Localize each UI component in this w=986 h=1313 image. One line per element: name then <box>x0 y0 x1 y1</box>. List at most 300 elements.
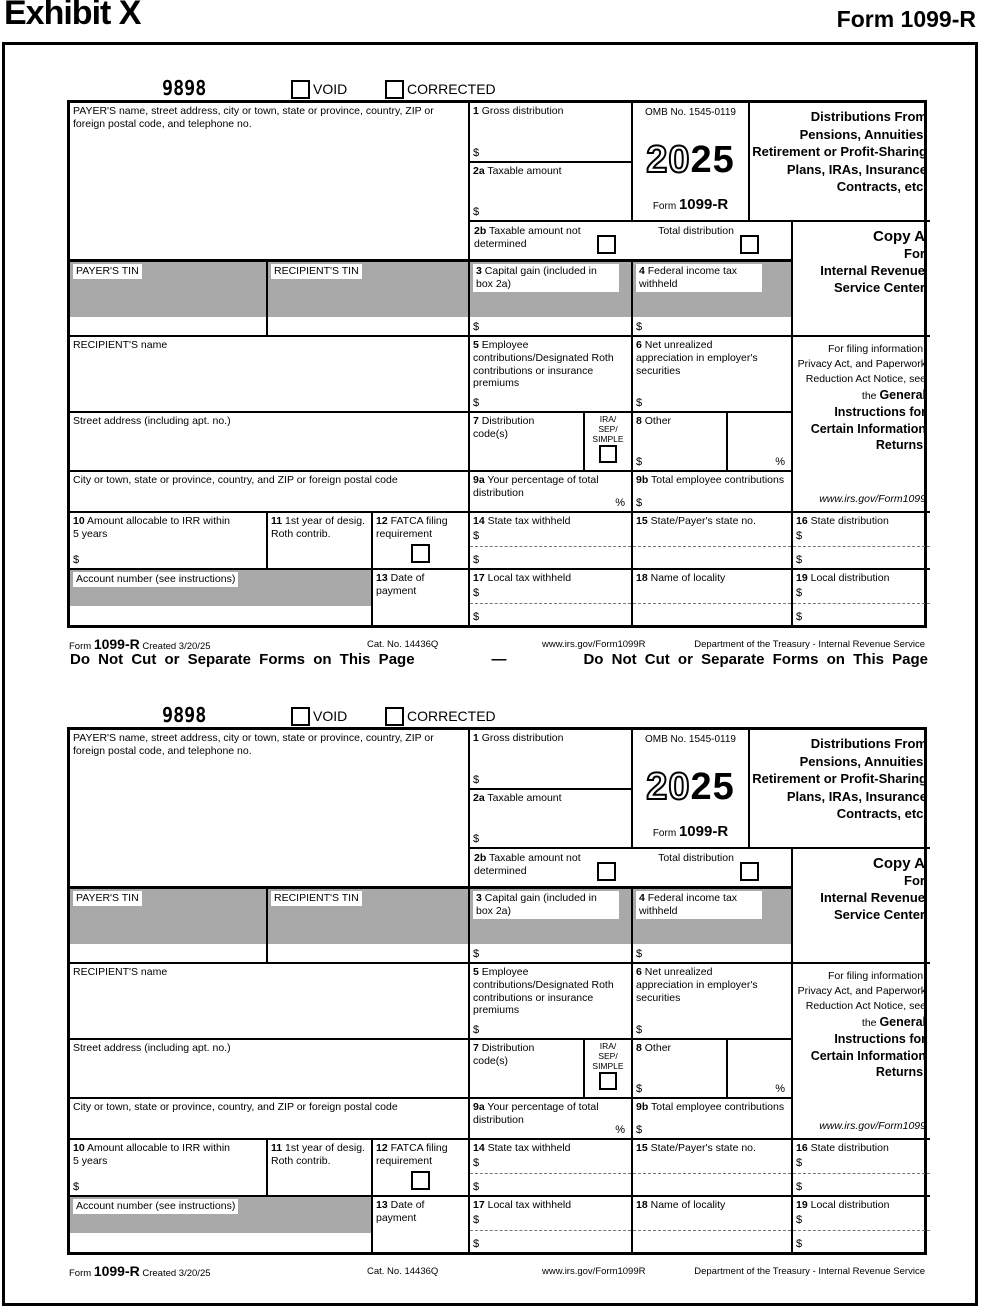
box-16-dollar-sign-1: $ <box>796 530 803 542</box>
year-outline-digits: 20 <box>646 766 691 809</box>
box-9b-dollar-sign: $ <box>636 1123 643 1136</box>
city-address-box[interactable] <box>70 1099 470 1140</box>
tax-year <box>633 139 748 182</box>
box-18-label: Name of locality <box>650 572 726 584</box>
box-5-number: 5 <box>473 339 479 351</box>
box-2a-label: Taxable amount <box>487 792 562 804</box>
recipient-name-label: RECIPIENT'S name <box>73 339 168 351</box>
box-15-state-payer-number[interactable] <box>633 1140 793 1197</box>
box-9a-label: Your percentage of total distribution <box>473 474 599 499</box>
box-4-label: Federal income tax withheld <box>639 892 738 917</box>
box-11-first-year-roth[interactable] <box>268 1140 373 1197</box>
do-not-cut-text-right: Do Not Cut or Separate Forms on This Page <box>583 651 928 668</box>
recipient-tin-label: RECIPIENT'S TIN <box>271 891 362 906</box>
box-9a-percentage-distribution[interactable] <box>470 1099 633 1140</box>
box-14-dollar-sign-1: $ <box>473 1157 480 1169</box>
omb-year-box <box>633 730 750 849</box>
ira-sep-simple-checkbox[interactable] <box>599 1072 617 1090</box>
box-10-amount-allocable-irr[interactable] <box>70 1140 268 1197</box>
box-3-capital-gain[interactable] <box>470 262 633 337</box>
box-13-label: Date of payment <box>376 1199 425 1224</box>
footer-treasury-dept: Department of the Treasury - Internal Revenue Service <box>694 639 925 650</box>
footer-treasury-dept: Department of the Treasury - Internal Revenue Service <box>694 1266 925 1277</box>
box-8-percent-sign: % <box>775 455 785 468</box>
box-4-number: 4 <box>639 265 645 277</box>
copy-a-for: For <box>904 873 925 889</box>
form-main-title <box>750 730 930 849</box>
filing-url: www.irs.gov/Form1099 <box>819 1120 926 1133</box>
box-8-label: Other <box>644 415 672 427</box>
form-1099r-body <box>67 727 927 1255</box>
box-4-federal-tax-withheld[interactable] <box>633 262 793 337</box>
box-3-label: Capital gain (included in box 2a) <box>476 892 597 917</box>
box-9a-percentage-distribution[interactable] <box>470 472 633 513</box>
box-10-amount-allocable-irr[interactable] <box>70 513 268 570</box>
box-6-dollar-sign: $ <box>636 396 643 409</box>
box-2a-dollar-sign: $ <box>473 205 480 218</box>
box-3-capital-gain[interactable] <box>470 889 633 964</box>
box-11-number: 11 <box>271 1142 283 1154</box>
box-10-number: 10 <box>73 1142 85 1154</box>
copy-a-title: Copy A <box>873 228 925 245</box>
box-5-dollar-sign: $ <box>473 396 480 409</box>
box-7-label: Distribution code(s) <box>473 1042 535 1067</box>
box-19-label: Local distribution <box>810 572 890 584</box>
box-4-number: 4 <box>639 892 645 904</box>
box-13-number: 13 <box>376 1199 388 1211</box>
street-address-box[interactable] <box>70 1040 470 1099</box>
ira-label-line3: SIMPLE <box>592 1060 624 1071</box>
box-15-dashed-line <box>633 546 791 547</box>
corrected-checkbox[interactable] <box>385 707 404 726</box>
ira-label-line1: IRA/ <box>599 414 617 424</box>
box-14-number: 14 <box>473 1142 485 1154</box>
box-10-dollar-sign: $ <box>73 553 80 566</box>
main-title-text: Distributions From Pensions, Annuities, Retirement or Profit-Sharing Plans, IRAs, Insurance Contracts, etc. <box>752 736 927 822</box>
total-distribution-checkbox[interactable] <box>740 235 759 254</box>
page-form-title: Form 1099-R <box>836 6 976 32</box>
main-title-text: Distributions From Pensions, Annuities, Retirement or Profit-Sharing Plans, IRAs, Insurance Contracts, etc. <box>752 109 927 195</box>
recipient-tin-box[interactable] <box>268 889 470 964</box>
do-not-cut-line <box>70 651 928 668</box>
box-18-name-of-locality[interactable] <box>633 1197 793 1252</box>
box-17-number: 17 <box>473 1199 485 1211</box>
box-2a-number: 2a <box>473 792 485 804</box>
form-word: Form <box>652 200 677 212</box>
box-14-dashed-line <box>470 1173 631 1174</box>
year-outline-digits: 20 <box>646 139 691 182</box>
box-8-dollar-sign: $ <box>636 455 643 468</box>
filing-info-box <box>793 337 930 513</box>
box-18-number: 18 <box>636 1199 648 1211</box>
do-not-cut-text-left: Do Not Cut or Separate Forms on This Page <box>70 651 415 668</box>
recipient-tin-box[interactable] <box>268 262 470 337</box>
box-3-label: Capital gain (included in box 2a) <box>476 265 597 290</box>
box-1-number: 1 <box>473 732 479 744</box>
year-bold-digits: 25 <box>690 766 735 809</box>
box-18-number: 18 <box>636 572 648 584</box>
footer-created-date: Created 3/20/25 <box>142 641 211 652</box>
box-10-number: 10 <box>73 515 85 527</box>
box-17-dashed-line <box>470 1230 631 1231</box>
box-3-dollar-sign: $ <box>473 320 480 333</box>
box-9a-percent-sign: % <box>615 496 625 509</box>
box-14-label: State tax withheld <box>487 1142 571 1154</box>
box-12-fatca[interactable] <box>373 513 470 570</box>
form-word: Form <box>652 827 677 839</box>
box-3-number: 3 <box>476 265 482 277</box>
box-10-label: Amount allocable to IRR within 5 years <box>73 515 231 540</box>
box-17-dollar-sign-1: $ <box>473 1214 480 1226</box>
payer-tin-box[interactable] <box>70 262 268 337</box>
box-16-label: State distribution <box>810 1142 889 1154</box>
box-9b-number: 9b <box>636 1101 649 1113</box>
box-16-dashed-line <box>793 1173 930 1174</box>
box-9a-number: 9a <box>473 474 485 486</box>
box-8-divider <box>726 1040 728 1097</box>
form-number-block <box>633 196 748 214</box>
box-8-other[interactable] <box>633 413 793 472</box>
box-14-state-tax-withheld[interactable] <box>470 1140 633 1197</box>
box-15-label: State/Payer's state no. <box>650 515 756 527</box>
box-19-dollar-sign-2: $ <box>796 610 803 623</box>
copy-a-box <box>793 849 930 964</box>
omb-number: OMB No. 1545-0119 <box>645 107 736 118</box>
box-9b-total-employee-contributions[interactable] <box>633 1099 793 1140</box>
box-15-dashed-line <box>633 1173 791 1174</box>
box-13-label: Date of payment <box>376 572 425 597</box>
box-17-label: Local tax withheld <box>487 572 572 584</box>
box-2a-label: Taxable amount <box>487 165 562 177</box>
box-14-number: 14 <box>473 515 485 527</box>
taxable-not-determined-checkbox[interactable] <box>597 862 616 881</box>
box-8-number: 8 <box>636 415 642 427</box>
box-9b-label: Total employee contributions <box>651 1101 785 1113</box>
tax-year <box>633 766 748 809</box>
box-17-label: Local tax withheld <box>487 1199 572 1211</box>
recipient-name-label: RECIPIENT'S name <box>73 966 168 978</box>
box-2a-number: 2a <box>473 165 485 177</box>
box-16-number: 16 <box>796 1142 808 1154</box>
filing-info-box <box>793 964 930 1140</box>
box-19-dollar-sign-1: $ <box>796 1214 803 1226</box>
form-header-row <box>67 705 933 727</box>
recipient-tin-label: RECIPIENT'S TIN <box>271 264 362 279</box>
footer-irs-url: www.irs.gov/Form1099R <box>542 639 646 650</box>
box-6-label: Net unrealized appreciation in employer's securities <box>636 339 758 377</box>
box-3-number: 3 <box>476 892 482 904</box>
account-number-box[interactable] <box>70 1197 373 1252</box>
box-9a-label: Your percentage of total distribution <box>473 1101 599 1126</box>
footer-form-id <box>69 1263 211 1279</box>
box-4-federal-tax-withheld[interactable] <box>633 889 793 964</box>
do-not-cut-dash: — <box>491 651 507 668</box>
exhibit-title: Exhibit X <box>4 0 141 32</box>
box-8-dollar-sign: $ <box>636 1082 643 1095</box>
payer-tin-label: PAYER'S TIN <box>73 891 142 906</box>
city-address-label: City or town, state or province, country, and ZIP or foreign postal code <box>73 474 398 486</box>
footer-irs-url: www.irs.gov/Form1099R <box>542 1266 646 1277</box>
box-11-label: 1st year of desig. Roth contrib. <box>271 1142 365 1167</box>
copy-a-box <box>793 222 930 337</box>
box-19-local-distribution[interactable] <box>793 1197 930 1252</box>
box-8-number: 8 <box>636 1042 642 1054</box>
box-14-state-tax-withheld[interactable] <box>470 513 633 570</box>
box-14-dollar-sign-2: $ <box>473 553 480 566</box>
box-17-number: 17 <box>473 572 485 584</box>
year-bold-digits: 25 <box>690 139 735 182</box>
form-number-block <box>633 823 748 841</box>
void-label: VOID <box>313 81 348 97</box>
box-1-dollar-sign: $ <box>473 146 480 159</box>
box-19-number: 19 <box>796 572 808 584</box>
box-16-number: 16 <box>796 515 808 527</box>
account-number-label: Account number (see instructions) <box>73 572 238 587</box>
form-copy-2 <box>67 705 933 1285</box>
filing-period: . <box>923 1067 926 1080</box>
box-13-date-of-payment[interactable] <box>373 1197 470 1252</box>
box-9a-percent-sign: % <box>615 1123 625 1136</box>
void-checkbox[interactable] <box>291 707 310 726</box>
filing-general-instructions: General Instructions for Certain Information Returns <box>810 387 926 453</box>
box-14-label: State tax withheld <box>487 515 571 527</box>
copy-a-service-center: Internal Revenue Service Center <box>820 890 925 923</box>
filing-intro: For filing information, Privacy Act, and Paperwork Reduction Act Notice, see the <box>797 343 926 402</box>
box-19-dollar-sign-2: $ <box>796 1237 803 1250</box>
box-17-local-tax-withheld[interactable] <box>470 1197 633 1252</box>
ira-label-line2: SEP/ <box>598 423 618 434</box>
box-2b-row <box>470 849 793 889</box>
copy-a-title: Copy A <box>873 855 925 872</box>
payer-tin-label: PAYER'S TIN <box>73 264 142 279</box>
box-16-dollar-sign-2: $ <box>796 553 803 566</box>
box-18-dashed-line <box>633 603 791 604</box>
box-5-label: Employee contributions/Designated Roth contributions or insurance premiums <box>473 966 614 1017</box>
box-2b-label-block <box>474 852 584 878</box>
box-8-other[interactable] <box>633 1040 793 1099</box>
box-13-number: 13 <box>376 572 388 584</box>
corrected-checkbox[interactable] <box>385 80 404 99</box>
footer-catalog-number: Cat. No. 14436Q <box>367 1266 439 1277</box>
box-17-dollar-sign-2: $ <box>473 610 480 623</box>
city-address-box[interactable] <box>70 472 470 513</box>
box-8-percent-sign: % <box>775 1082 785 1095</box>
city-address-label: City or town, state or province, country, and ZIP or foreign postal code <box>73 1101 398 1113</box>
void-checkbox[interactable] <box>291 80 310 99</box>
box-4-dollar-sign: $ <box>636 320 643 333</box>
box-6-net-unrealized-appreciation[interactable] <box>633 964 793 1040</box>
box-19-label: Local distribution <box>810 1199 890 1211</box>
box-6-dollar-sign: $ <box>636 1023 643 1036</box>
payer-tin-box[interactable] <box>70 889 268 964</box>
filing-general-instructions: General Instructions for Certain Information Returns <box>810 1014 926 1080</box>
copy-a-for: For <box>904 246 925 262</box>
ira-sep-simple-checkbox[interactable] <box>599 445 617 463</box>
filing-url: www.irs.gov/Form1099 <box>819 493 926 506</box>
box-7-distribution-code[interactable] <box>470 413 585 472</box>
payer-info-label: PAYER'S name, street address, city or town, state or province, country, ZIP or foreign postal code, and telephone no. <box>73 105 434 130</box>
box-13-date-of-payment[interactable] <box>373 570 470 625</box>
footer-form-word: Form <box>69 1268 92 1279</box>
box-2b-number: 2b <box>474 225 487 237</box>
box-7-number: 7 <box>473 1042 479 1054</box>
ira-label-line1: IRA/ <box>599 1041 617 1051</box>
box-5-label: Employee contributions/Designated Roth contributions or insurance premiums <box>473 339 614 390</box>
box-5-number: 5 <box>473 966 479 978</box>
street-address-label: Street address (including apt. no.) <box>73 415 231 427</box>
box-7-number: 7 <box>473 415 479 427</box>
box-9b-number: 9b <box>636 474 649 486</box>
void-label: VOID <box>313 708 348 724</box>
box-16-dashed-line <box>793 546 930 547</box>
box-16-dollar-sign-2: $ <box>796 1180 803 1193</box>
box-3-dollar-sign: $ <box>473 947 480 960</box>
box-15-label: State/Payer's state no. <box>650 1142 756 1154</box>
box-18-label: Name of locality <box>650 1199 726 1211</box>
box-19-dashed-line <box>793 1230 930 1231</box>
box-4-label: Federal income tax withheld <box>639 265 738 290</box>
account-number-label: Account number (see instructions) <box>73 1199 238 1214</box>
recipient-name-box[interactable] <box>70 337 470 413</box>
box-14-dollar-sign-2: $ <box>473 1180 480 1193</box>
form-1099r-body <box>67 100 927 628</box>
form-main-title <box>750 103 930 222</box>
omb-year-box <box>633 103 750 222</box>
box-6-label: Net unrealized appreciation in employer's securities <box>636 966 758 1004</box>
box-19-number: 19 <box>796 1199 808 1211</box>
footer-form-number: 1099-R <box>93 1263 140 1279</box>
box-17-dashed-line <box>470 603 631 604</box>
box-10-label: Amount allocable to IRR within 5 years <box>73 1142 231 1167</box>
box-17-dollar-sign-2: $ <box>473 1237 480 1250</box>
box-8-divider <box>726 413 728 470</box>
account-number-box[interactable] <box>70 570 373 625</box>
footer-form-id <box>69 636 211 652</box>
box-12-fatca[interactable] <box>373 1140 470 1197</box>
box-9b-total-employee-contributions[interactable] <box>633 472 793 513</box>
footer-created-date: Created 3/20/25 <box>142 1268 211 1279</box>
box-16-dollar-sign-1: $ <box>796 1157 803 1169</box>
box-15-number: 15 <box>636 515 648 527</box>
payer-info-box[interactable] <box>70 730 470 889</box>
form-number: 1099-R <box>678 822 729 840</box>
box-9b-label: Total employee contributions <box>651 474 785 486</box>
box-4-dollar-sign: $ <box>636 947 643 960</box>
box-5-employee-contributions[interactable] <box>470 337 633 413</box>
box-2b-row <box>470 222 793 262</box>
form-code-9898: 9898 <box>162 703 207 727</box>
box-18-name-of-locality[interactable] <box>633 570 793 625</box>
box-19-dollar-sign-1: $ <box>796 587 803 599</box>
fatca-checkbox[interactable] <box>411 1171 430 1190</box>
box-7-label: Distribution code(s) <box>473 415 535 440</box>
box-9b-dollar-sign: $ <box>636 496 643 509</box>
ira-sep-simple-box <box>585 1040 633 1099</box>
box-16-state-distribution[interactable] <box>793 513 930 570</box>
box-6-number: 6 <box>636 966 642 978</box>
copy-a-service-center: Internal Revenue Service Center <box>820 263 925 296</box>
box-15-number: 15 <box>636 1142 648 1154</box>
street-address-label: Street address (including apt. no.) <box>73 1042 231 1054</box>
form-code-9898: 9898 <box>162 76 207 100</box>
box-1-gross-distribution[interactable] <box>470 103 633 163</box>
box-16-state-distribution[interactable] <box>793 1140 930 1197</box>
box-2b-number: 2b <box>474 852 487 864</box>
box-2a-dollar-sign: $ <box>473 832 480 845</box>
payer-info-box[interactable] <box>70 103 470 262</box>
box-5-dollar-sign: $ <box>473 1023 480 1036</box>
footer-form-number: 1099-R <box>93 636 140 652</box>
box-1-gross-distribution[interactable] <box>470 730 633 790</box>
corrected-label: CORRECTED <box>407 81 496 97</box>
box-1-dollar-sign: $ <box>473 773 480 786</box>
box-11-first-year-roth[interactable] <box>268 513 373 570</box>
street-address-box[interactable] <box>70 413 470 472</box>
box-11-number: 11 <box>271 515 283 527</box>
box-8-label: Other <box>644 1042 672 1054</box>
box-14-dashed-line <box>470 546 631 547</box>
box-2b-label: Taxable amount not determined <box>474 225 581 250</box>
box-12-label: FATCA filing requirement <box>376 515 448 540</box>
box-6-net-unrealized-appreciation[interactable] <box>633 337 793 413</box>
form-footer <box>67 1263 927 1279</box>
box-12-label: FATCA filing requirement <box>376 1142 448 1167</box>
ira-label-line2: SEP/ <box>598 1050 618 1061</box>
box-17-dollar-sign-1: $ <box>473 587 480 599</box>
box-1-label: Gross distribution <box>481 105 564 117</box>
form-footer <box>67 636 927 652</box>
box-1-label: Gross distribution <box>481 732 564 744</box>
box-9a-number: 9a <box>473 1101 485 1113</box>
ira-sep-simple-box <box>585 413 633 472</box>
box-5-employee-contributions[interactable] <box>470 964 633 1040</box>
ira-label-line3: SIMPLE <box>592 433 624 444</box>
total-distribution-checkbox[interactable] <box>740 862 759 881</box>
form-number: 1099-R <box>678 195 729 213</box>
box-12-number: 12 <box>376 1142 388 1154</box>
corrected-label: CORRECTED <box>407 708 496 724</box>
box-11-label: 1st year of desig. Roth contrib. <box>271 515 365 540</box>
box-2a-taxable-amount[interactable] <box>470 790 633 849</box>
footer-form-word: Form <box>69 641 92 652</box>
box-2b-label: Taxable amount not determined <box>474 852 581 877</box>
footer-catalog-number: Cat. No. 14436Q <box>367 639 439 650</box>
box-15-state-payer-number[interactable] <box>633 513 793 570</box>
total-distribution-label: Total distribution <box>658 225 734 237</box>
box-16-label: State distribution <box>810 515 889 527</box>
box-6-number: 6 <box>636 339 642 351</box>
fatca-checkbox[interactable] <box>411 544 430 563</box>
box-19-local-distribution[interactable] <box>793 570 930 625</box>
box-1-number: 1 <box>473 105 479 117</box>
box-12-number: 12 <box>376 515 388 527</box>
box-7-distribution-code[interactable] <box>470 1040 585 1099</box>
box-14-dollar-sign-1: $ <box>473 530 480 542</box>
filing-period: . <box>923 440 926 453</box>
taxable-not-determined-checkbox[interactable] <box>597 235 616 254</box>
omb-number: OMB No. 1545-0119 <box>645 734 736 745</box>
box-19-dashed-line <box>793 603 930 604</box>
box-17-local-tax-withheld[interactable] <box>470 570 633 625</box>
box-2a-taxable-amount[interactable] <box>470 163 633 222</box>
filing-intro: For filing information, Privacy Act, and Paperwork Reduction Act Notice, see the <box>797 970 926 1029</box>
form-header-row <box>67 78 933 100</box>
recipient-name-box[interactable] <box>70 964 470 1040</box>
box-2b-label-block <box>474 225 584 251</box>
box-18-dashed-line <box>633 1230 791 1231</box>
payer-info-label: PAYER'S name, street address, city or town, state or province, country, ZIP or foreign postal code, and telephone no. <box>73 732 434 757</box>
total-distribution-label: Total distribution <box>658 852 734 864</box>
